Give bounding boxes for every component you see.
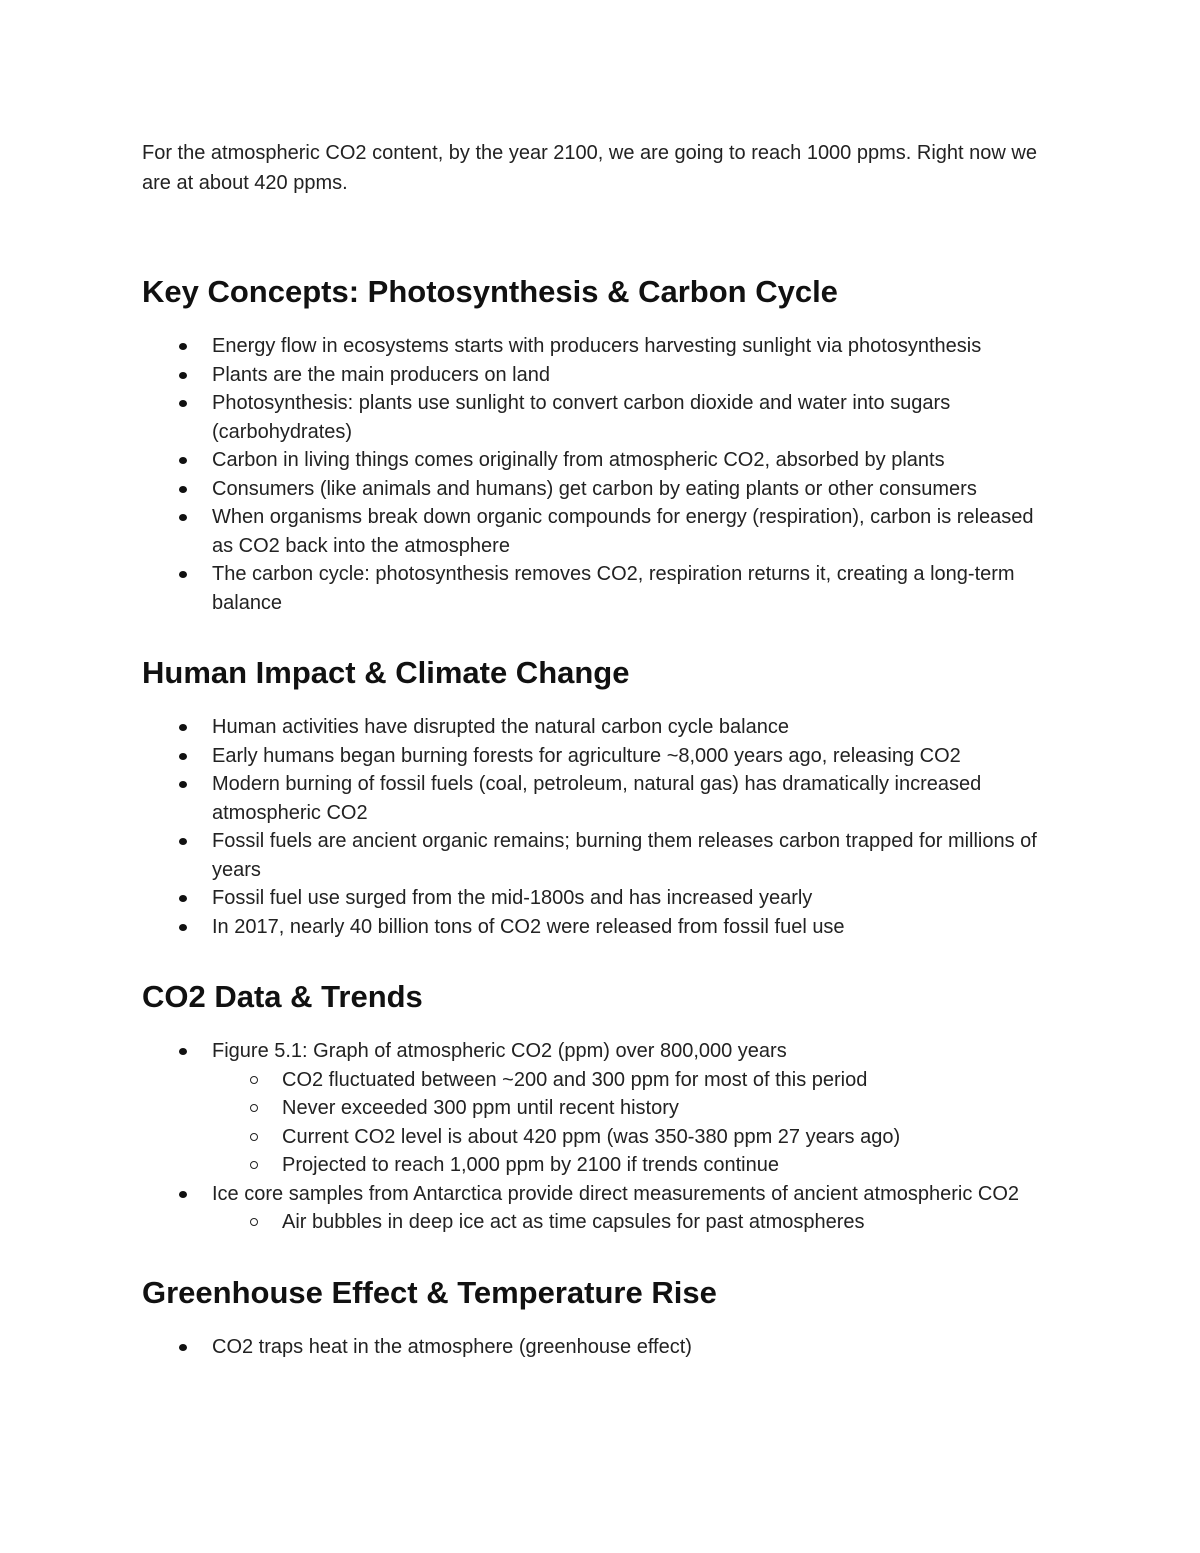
list-item: Fossil fuels are ancient organic remains; burning them releases carbon trapped for millions of years [142, 827, 1052, 884]
key-concepts-list [142, 332, 1052, 617]
sub-list [142, 1208, 1052, 1237]
list-item [142, 1180, 1052, 1237]
sub-list-item: Projected to reach 1,000 ppm by 2100 if trends continue [142, 1151, 1052, 1180]
document-page [142, 138, 1052, 1361]
intro-paragraph: For the atmospheric CO2 content, by the year 2100, we are going to reach 1000 ppms. Right now we are at about 420 ppms. [142, 142, 1037, 194]
sub-list-item: Current CO2 level is about 420 ppm (was 350-380 ppm 27 years ago) [142, 1123, 1052, 1152]
list-item: Human activities have disrupted the natural carbon cycle balance [142, 713, 1052, 742]
list-item: CO2 traps heat in the atmosphere (greenhouse effect) [142, 1333, 1052, 1362]
list-item: Energy flow in ecosystems starts with producers harvesting sunlight via photosynthesis [142, 332, 1052, 361]
list-item: Fossil fuel use surged from the mid-1800s and has increased yearly [142, 884, 1052, 913]
heading-key-concepts: Key Concepts: Photosynthesis & Carbon Cycle [142, 274, 838, 309]
heading-greenhouse: Greenhouse Effect & Temperature Rise [142, 1274, 717, 1310]
greenhouse-list [142, 1333, 1052, 1362]
sub-list-item: Air bubbles in deep ice act as time capsules for past atmospheres [142, 1208, 1052, 1237]
list-item: Plants are the main producers on land [142, 361, 1052, 390]
list-item: Photosynthesis: plants use sunlight to convert carbon dioxide and water into sugars (carbohydrates) [142, 389, 1052, 446]
list-item: Consumers (like animals and humans) get carbon by eating plants or other consumers [142, 475, 1052, 504]
list-item: Modern burning of fossil fuels (coal, petroleum, natural gas) has dramatically increased atmospheric CO2 [142, 770, 1052, 827]
list-item-text: Figure 5.1: Graph of atmospheric CO2 (ppm) over 800,000 years [212, 1040, 787, 1062]
heading-human-impact: Human Impact & Climate Change [142, 655, 630, 690]
sub-list-item: CO2 fluctuated between ~200 and 300 ppm for most of this period [142, 1066, 1052, 1095]
sub-list-item: Never exceeded 300 ppm until recent history [142, 1094, 1052, 1123]
list-item: In 2017, nearly 40 billion tons of CO2 were released from fossil fuel use [142, 913, 1052, 942]
list-item [142, 1037, 1052, 1180]
list-item: Carbon in living things comes originally from atmospheric CO2, absorbed by plants [142, 446, 1052, 475]
list-item: Early humans began burning forests for agriculture ~8,000 years ago, releasing CO2 [142, 742, 1052, 771]
list-item: When organisms break down organic compounds for energy (respiration), carbon is released as CO2 back into the atmosphere [142, 503, 1052, 560]
human-impact-list [142, 713, 1052, 941]
list-item-text: Ice core samples from Antarctica provide direct measurements of ancient atmospheric CO2 [212, 1182, 1020, 1205]
heading-co2-data: CO2 Data & Trends [142, 979, 423, 1014]
co2-data-list [142, 1037, 1052, 1237]
sub-list [142, 1066, 1052, 1180]
list-item: The carbon cycle: photosynthesis removes CO2, respiration returns it, creating a long-term balance [142, 560, 1052, 617]
